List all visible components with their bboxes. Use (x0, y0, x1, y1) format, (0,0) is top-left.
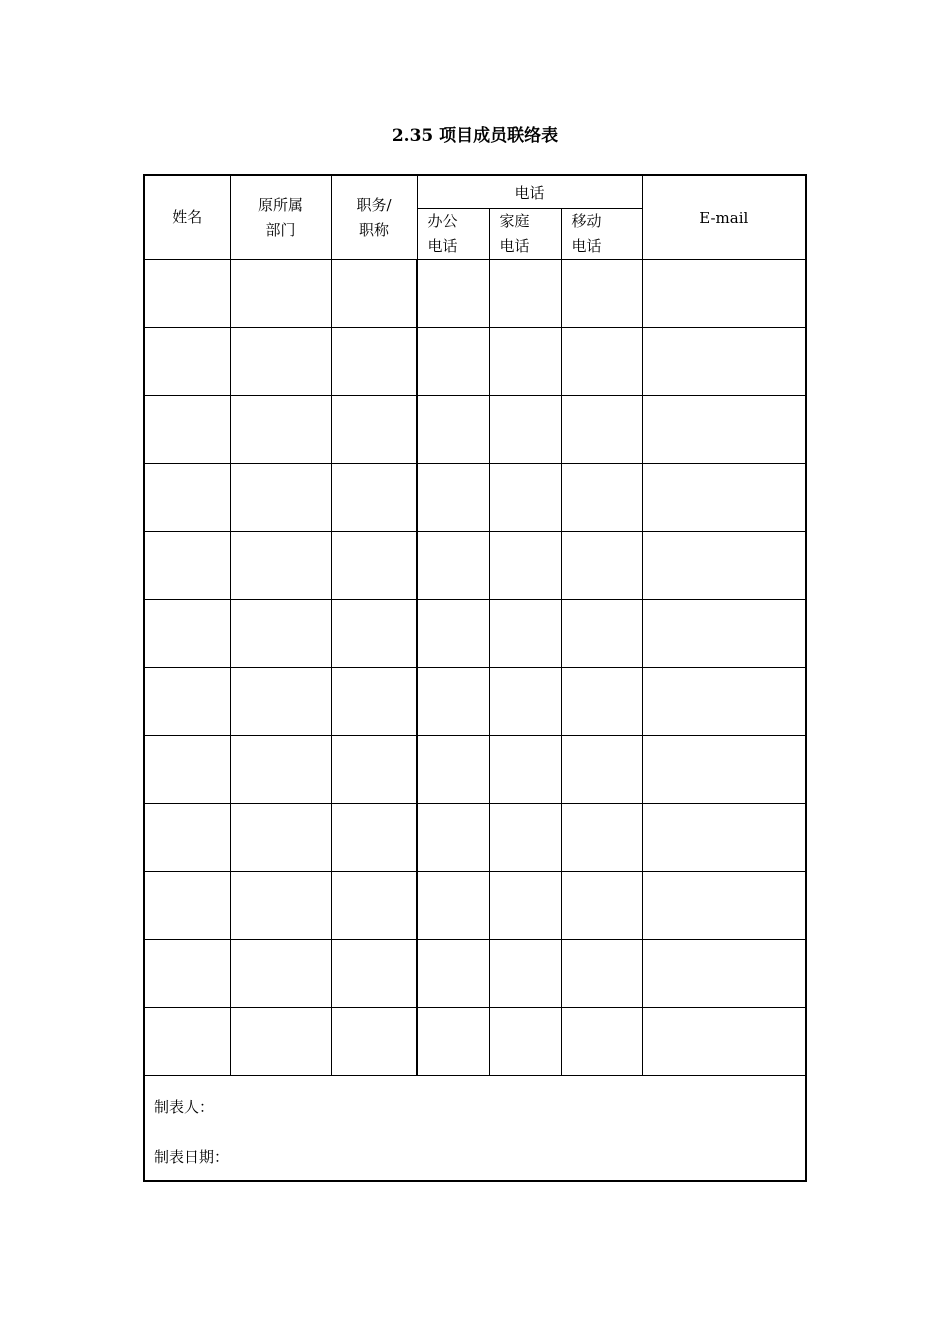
header-mobile-phone (561, 209, 642, 260)
email-cell[interactable] (642, 872, 806, 940)
department-cell[interactable] (230, 872, 331, 940)
header-department (230, 175, 331, 260)
department-cell[interactable] (230, 532, 331, 600)
email-cell[interactable] (642, 600, 806, 668)
home-phone-cell[interactable] (489, 328, 561, 396)
table-row (144, 396, 806, 464)
office-phone-cell[interactable] (417, 260, 489, 328)
office-phone-cell[interactable] (417, 600, 489, 668)
mobile-phone-cell[interactable] (561, 464, 642, 532)
header-phone-group-label: 电话 (514, 183, 545, 202)
mobile-phone-cell[interactable] (561, 396, 642, 464)
position-cell[interactable] (331, 532, 417, 600)
header-office-phone-line2: 电话 (427, 237, 458, 255)
office-phone-cell[interactable] (417, 668, 489, 736)
table-row (144, 260, 806, 328)
office-phone-cell[interactable] (417, 1008, 489, 1076)
home-phone-cell[interactable] (489, 1008, 561, 1076)
home-phone-cell[interactable] (489, 872, 561, 940)
position-cell[interactable] (331, 260, 417, 328)
header-row-top (144, 175, 806, 209)
position-cell[interactable] (331, 328, 417, 396)
home-phone-cell[interactable] (489, 736, 561, 804)
header-position (331, 175, 417, 260)
position-cell[interactable] (331, 1008, 417, 1076)
mobile-phone-cell[interactable] (561, 872, 642, 940)
mobile-phone-cell[interactable] (561, 736, 642, 804)
table-row (144, 940, 806, 1008)
position-cell[interactable] (331, 736, 417, 804)
mobile-phone-cell[interactable] (561, 1008, 642, 1076)
department-cell[interactable] (230, 464, 331, 532)
header-home-phone-line1: 家庭 (499, 212, 530, 230)
email-cell[interactable] (642, 736, 806, 804)
home-phone-cell[interactable] (489, 668, 561, 736)
position-cell[interactable] (331, 396, 417, 464)
email-cell[interactable] (642, 532, 806, 600)
header-office-phone-line1: 办公 (427, 212, 458, 230)
header-mobile-phone-line2: 电话 (571, 237, 602, 255)
page-title: 2.35 项目成员联络表 (391, 126, 559, 146)
mobile-phone-cell[interactable] (561, 804, 642, 872)
position-cell[interactable] (331, 600, 417, 668)
mobile-phone-cell[interactable] (561, 532, 642, 600)
home-phone-cell[interactable] (489, 260, 561, 328)
office-phone-cell[interactable] (417, 940, 489, 1008)
department-cell[interactable] (230, 736, 331, 804)
department-cell[interactable] (230, 804, 331, 872)
name-cell[interactable] (144, 396, 230, 464)
position-cell[interactable] (331, 872, 417, 940)
office-phone-cell[interactable] (417, 328, 489, 396)
office-phone-cell[interactable] (417, 396, 489, 464)
department-cell[interactable] (230, 260, 331, 328)
header-position-line1: 职务/ (356, 195, 392, 214)
name-cell[interactable] (144, 328, 230, 396)
header-department-line2: 部门 (265, 220, 296, 239)
header-name (144, 175, 230, 260)
email-cell[interactable] (642, 668, 806, 736)
mobile-phone-cell[interactable] (561, 328, 642, 396)
home-phone-cell[interactable] (489, 600, 561, 668)
prepared-by-label: 制表人： (154, 1098, 215, 1116)
department-cell[interactable] (230, 600, 331, 668)
name-cell[interactable] (144, 804, 230, 872)
name-cell[interactable] (144, 260, 230, 328)
office-phone-cell[interactable] (417, 736, 489, 804)
table-row (144, 804, 806, 872)
header-email-label: E-mail (699, 208, 749, 227)
mobile-phone-cell[interactable] (561, 940, 642, 1008)
home-phone-cell[interactable] (489, 940, 561, 1008)
table-row (144, 668, 806, 736)
table-row (144, 328, 806, 396)
name-cell[interactable] (144, 600, 230, 668)
mobile-phone-cell[interactable] (561, 260, 642, 328)
header-name-label: 姓名 (172, 208, 203, 226)
prepared-date-label: 制表日期： (154, 1148, 230, 1166)
email-cell[interactable] (642, 1008, 806, 1076)
home-phone-cell[interactable] (489, 532, 561, 600)
name-cell[interactable] (144, 940, 230, 1008)
department-cell[interactable] (230, 1008, 331, 1076)
office-phone-cell[interactable] (417, 464, 489, 532)
name-cell[interactable] (144, 872, 230, 940)
table-row (144, 532, 806, 600)
home-phone-cell[interactable] (489, 396, 561, 464)
header-mobile-phone-line1: 移动 (571, 212, 602, 230)
name-cell[interactable] (144, 736, 230, 804)
footer-row (144, 1076, 806, 1182)
footer-section (144, 1076, 806, 1182)
header-phone-group (417, 175, 642, 209)
mobile-phone-cell[interactable] (561, 600, 642, 668)
email-cell[interactable] (642, 328, 806, 396)
header-position-line2: 职称 (358, 220, 389, 239)
email-cell[interactable] (642, 464, 806, 532)
header-email (642, 175, 806, 260)
position-cell[interactable] (331, 464, 417, 532)
position-cell[interactable] (331, 668, 417, 736)
table-row (144, 872, 806, 940)
table-row (144, 464, 806, 532)
email-cell[interactable] (642, 940, 806, 1008)
department-cell[interactable] (230, 396, 331, 464)
home-phone-cell[interactable] (489, 464, 561, 532)
office-phone-cell[interactable] (417, 872, 489, 940)
department-cell[interactable] (230, 328, 331, 396)
department-cell[interactable] (230, 940, 331, 1008)
office-phone-cell[interactable] (417, 532, 489, 600)
mobile-phone-cell[interactable] (561, 668, 642, 736)
email-cell[interactable] (642, 260, 806, 328)
table-body (144, 175, 806, 260)
position-cell[interactable] (331, 940, 417, 1008)
header-department-line1: 原所属 (257, 195, 303, 214)
department-cell[interactable] (230, 668, 331, 736)
contact-table (143, 174, 807, 1182)
home-phone-cell[interactable] (489, 804, 561, 872)
data-rows (144, 260, 806, 1076)
header-home-phone-line2: 电话 (499, 237, 530, 255)
name-cell[interactable] (144, 668, 230, 736)
header-home-phone (489, 209, 561, 260)
name-cell[interactable] (144, 1008, 230, 1076)
email-cell[interactable] (642, 396, 806, 464)
office-phone-cell[interactable] (417, 804, 489, 872)
table-row (144, 736, 806, 804)
position-cell[interactable] (331, 804, 417, 872)
email-cell[interactable] (642, 804, 806, 872)
name-cell[interactable] (144, 464, 230, 532)
table-row (144, 600, 806, 668)
header-office-phone (417, 209, 489, 260)
footer-cell (144, 1076, 806, 1182)
name-cell[interactable] (144, 532, 230, 600)
table-row (144, 1008, 806, 1076)
